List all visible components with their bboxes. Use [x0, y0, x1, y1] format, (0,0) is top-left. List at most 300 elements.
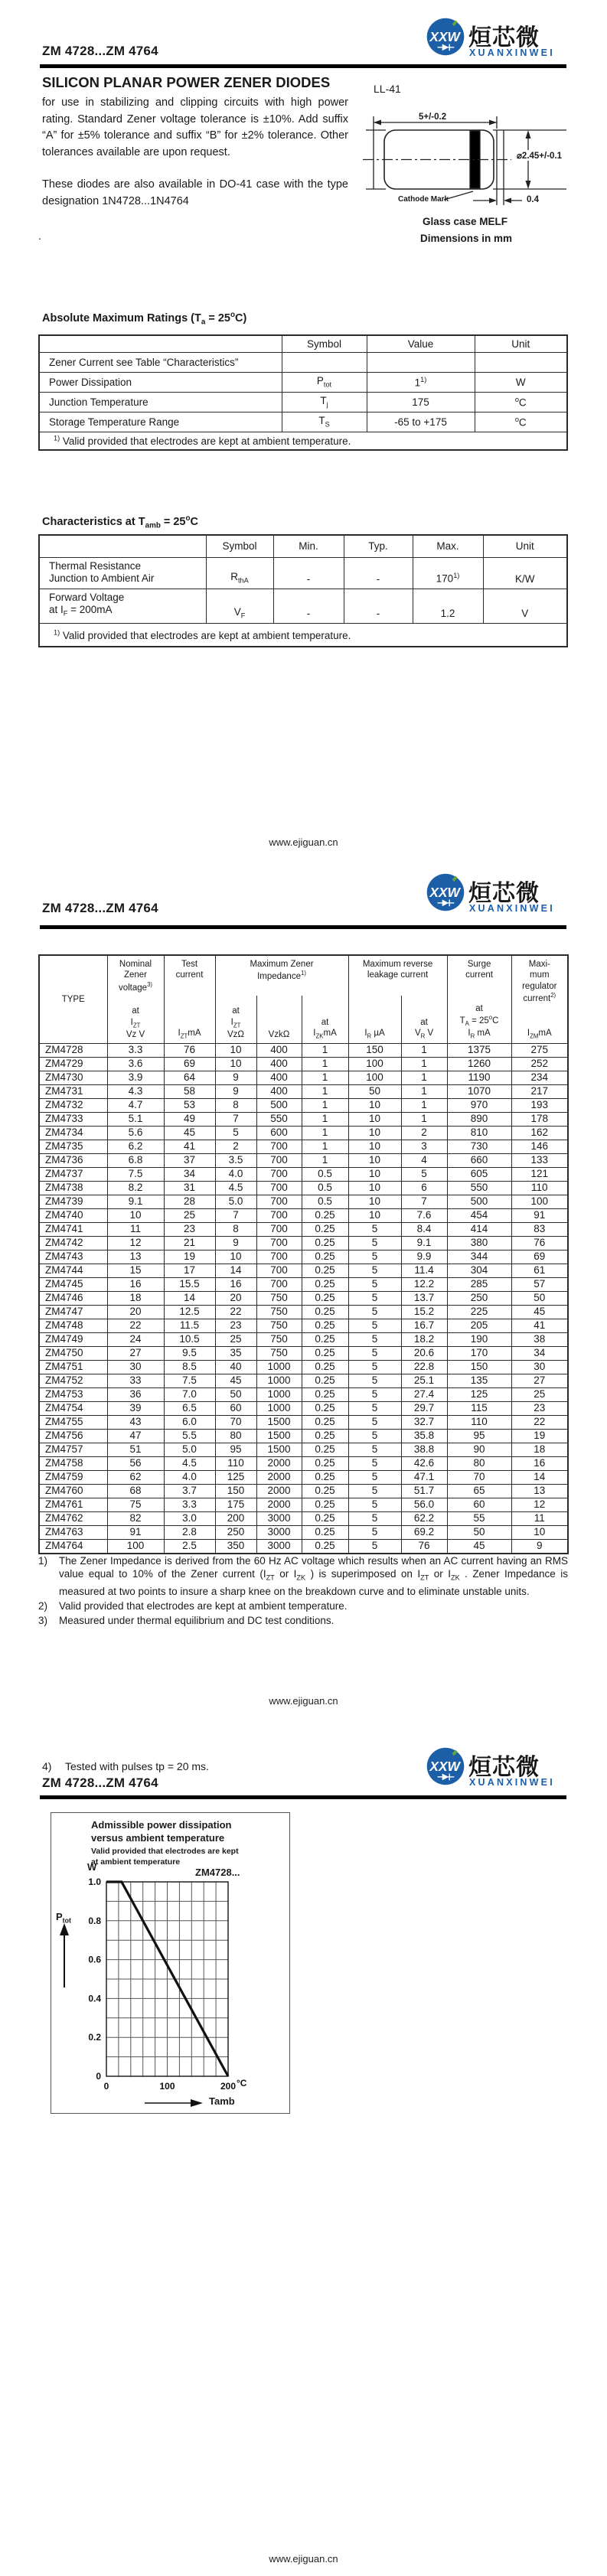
table-cell: 30 — [107, 1361, 164, 1374]
table-cell: ZM4736 — [39, 1154, 107, 1168]
table-cell: 10 — [511, 1526, 568, 1540]
table-cell: 0.5 — [302, 1195, 348, 1209]
table-cell: 178 — [511, 1113, 568, 1127]
table-cell: 1 — [302, 1127, 348, 1140]
table-cell: 6.8 — [107, 1154, 164, 1168]
table-cell: 550 — [256, 1113, 302, 1127]
table-cell: ZM4733 — [39, 1113, 107, 1127]
table-cell: 17 — [164, 1264, 215, 1278]
table-cell: 2000 — [256, 1457, 302, 1471]
table-cell: 7 — [401, 1195, 447, 1209]
table-cell: 28 — [164, 1195, 215, 1209]
table-cell: 4.7 — [107, 1099, 164, 1113]
do41-paragraph: These diodes are also available in DO-41 case with the type designation 1N4728...1N4764 — [42, 178, 348, 207]
table-row — [39, 1154, 568, 1168]
svg-text:0.6: 0.6 — [88, 1954, 101, 1965]
table-cell: 5 — [348, 1264, 401, 1278]
table-cell: 50 — [215, 1388, 256, 1402]
table-cell: 22 — [107, 1319, 164, 1333]
table-cell: 6.5 — [164, 1402, 215, 1416]
table-cell: 193 — [511, 1099, 568, 1113]
table-cell: 0.25 — [302, 1485, 348, 1498]
table-cell: 2000 — [256, 1485, 302, 1498]
footnote-text: Valid provided that electrodes are kept at ambient temperature. — [59, 1599, 348, 1612]
table-cell: $V_F$ — [206, 589, 273, 624]
table-cell: 0.25 — [302, 1251, 348, 1264]
table-cell: 10 — [215, 1251, 256, 1264]
table-cell: 49 — [164, 1113, 215, 1127]
table-cell: 5 — [348, 1278, 401, 1292]
table-cell: 170$^{1)}$ — [413, 557, 483, 589]
column-header-test-current: Test current $I_{ZT}mA$ — [164, 955, 215, 1044]
table-cell: 5 — [348, 1361, 401, 1374]
table-cell: 25.1 — [401, 1374, 447, 1388]
table-cell: 0.5 — [302, 1182, 348, 1195]
table-cell: 7 — [215, 1209, 256, 1223]
table-cell: 16 — [511, 1457, 568, 1471]
table-cell: 5.6 — [107, 1127, 164, 1140]
svg-text:100: 100 — [159, 2081, 175, 2092]
table-cell: 38.8 — [401, 1443, 447, 1457]
table-cell: 1 — [302, 1071, 348, 1085]
column-group-max-zener-impedance: Maximum Zener Impedance$^{1)}$ — [215, 955, 348, 996]
table-cell: 60 — [447, 1498, 511, 1512]
table-cell: 45 — [511, 1306, 568, 1319]
table-cell: 605 — [447, 1168, 511, 1182]
table-cell: ZM4753 — [39, 1388, 107, 1402]
table-cell: 0.25 — [302, 1209, 348, 1223]
table-cell: - — [273, 589, 344, 624]
table-cell: 42.6 — [401, 1457, 447, 1471]
table-cell: 150 — [447, 1361, 511, 1374]
table-cell: 91 — [511, 1209, 568, 1223]
table-cell: $T_S$ — [282, 412, 367, 432]
table-row — [39, 1278, 568, 1292]
table-cell: 600 — [256, 1127, 302, 1140]
table-cell: 12 — [107, 1237, 164, 1251]
table-cell: 1$^{1)}$ — [367, 372, 475, 392]
table-cell: 1190 — [447, 1071, 511, 1085]
table-cell: 1 — [302, 1154, 348, 1168]
table-cell: 3000 — [256, 1526, 302, 1540]
table-cell: ZM4754 — [39, 1402, 107, 1416]
table-cell: 0.25 — [302, 1306, 348, 1319]
column-header-type: TYPE — [39, 955, 107, 1044]
table-cell: 1375 — [447, 1044, 511, 1058]
logo-xxw-icon — [426, 17, 465, 57]
table-cell: 29.7 — [401, 1402, 447, 1416]
table-cell: ZM4750 — [39, 1347, 107, 1361]
table-cell: 80 — [447, 1457, 511, 1471]
table-cell: ZM4751 — [39, 1361, 107, 1374]
table-cell: ZM4756 — [39, 1430, 107, 1443]
table-cell: 56.0 — [401, 1498, 447, 1512]
table-cell: 7 — [215, 1113, 256, 1127]
table-cell: 1500 — [256, 1416, 302, 1430]
table-cell: 19 — [164, 1251, 215, 1264]
table-cell — [475, 352, 567, 372]
table-cell: 1 — [302, 1113, 348, 1127]
table-row — [39, 1457, 568, 1471]
table-row — [39, 1374, 568, 1388]
table-row — [39, 1182, 568, 1195]
table-row — [39, 1044, 568, 1058]
table-cell: 150 — [215, 1485, 256, 1498]
table-cell: 5 — [215, 1127, 256, 1140]
table-cell: 0.25 — [302, 1223, 348, 1237]
table-cell: 22.8 — [401, 1361, 447, 1374]
table-cell: 11.4 — [401, 1264, 447, 1278]
table-cell: 41 — [511, 1319, 568, 1333]
table-cell: 2 — [215, 1140, 256, 1154]
brand-logo — [426, 872, 579, 918]
table-cell: 2000 — [256, 1471, 302, 1485]
table-cell: 1 — [302, 1140, 348, 1154]
table-cell: 20.6 — [401, 1347, 447, 1361]
table-cell: 1 — [401, 1113, 447, 1127]
table-cell: 14 — [215, 1264, 256, 1278]
table-cell: 24 — [107, 1333, 164, 1347]
table-cell: 9.1 — [401, 1237, 447, 1251]
table-cell: 970 — [447, 1099, 511, 1113]
table-cell: ZM4747 — [39, 1306, 107, 1319]
table-cell: 6 — [401, 1182, 447, 1195]
table-cell: 1 — [401, 1085, 447, 1099]
table-cell: 2.5 — [164, 1540, 215, 1554]
table-cell: 43 — [107, 1416, 164, 1430]
table-cell: 0.25 — [302, 1526, 348, 1540]
col-value: Value — [367, 335, 475, 352]
table-cell: 750 — [256, 1347, 302, 1361]
logo-latin-text: XUANXINWEI — [469, 47, 555, 58]
table-cell: 10 — [215, 1044, 256, 1058]
table-cell: 0.25 — [302, 1443, 348, 1457]
table-cell: 125 — [447, 1388, 511, 1402]
table-cell: 700 — [256, 1168, 302, 1182]
table-cell: 45 — [215, 1374, 256, 1388]
subcol-ir-ua: $I_R$ µA — [348, 996, 401, 1043]
table-row — [39, 1223, 568, 1237]
footnote-marker: 2) — [38, 1599, 48, 1612]
table-cell: 41 — [164, 1140, 215, 1154]
table-cell: - — [344, 589, 413, 624]
col-min: Min. — [273, 535, 344, 557]
table-cell: Thermal Resistance Junction to Ambient Air — [39, 557, 206, 589]
col-symbol: Symbol — [282, 335, 367, 352]
table-cell: 47.1 — [401, 1471, 447, 1485]
table-cell: 200 — [215, 1512, 256, 1526]
table-cell: 5 — [348, 1347, 401, 1361]
table-row — [39, 1127, 568, 1140]
table-cell: 1 — [401, 1044, 447, 1058]
table-cell: 70 — [215, 1416, 256, 1430]
table-cell: 15.2 — [401, 1306, 447, 1319]
table-cell: ZM4732 — [39, 1099, 107, 1113]
table-cell: 69.2 — [401, 1526, 447, 1540]
table-cell: 10 — [348, 1195, 401, 1209]
table-cell: 5 — [348, 1498, 401, 1512]
table-row — [39, 1168, 568, 1182]
table-cell: 50 — [511, 1292, 568, 1306]
table-cell: ZM4759 — [39, 1471, 107, 1485]
table-cell: 1500 — [256, 1430, 302, 1443]
footnote-marker: 4) — [42, 1760, 52, 1772]
table-cell: 5 — [348, 1237, 401, 1251]
table-cell: 0.25 — [302, 1237, 348, 1251]
table-cell — [367, 352, 475, 372]
table-cell: 750 — [256, 1292, 302, 1306]
table-cell: ZM4738 — [39, 1182, 107, 1195]
table-footnote-row — [39, 432, 567, 450]
table-cell: 50 — [348, 1085, 401, 1099]
package-name: LL-41 — [374, 83, 401, 95]
table-cell: 11 — [107, 1223, 164, 1237]
table-row — [39, 1540, 568, 1554]
table-cell: 80 — [215, 1430, 256, 1443]
table-cell: ZM4764 — [39, 1540, 107, 1554]
table-cell: 18.2 — [401, 1333, 447, 1347]
table-cell: 9.5 — [164, 1347, 215, 1361]
table-cell: - — [273, 557, 344, 589]
col-parameter — [39, 335, 282, 352]
table-cell: 15.5 — [164, 1278, 215, 1292]
table-cell: ZM4745 — [39, 1278, 107, 1292]
table-cell: 16.7 — [401, 1319, 447, 1333]
table-cell: 12.5 — [164, 1306, 215, 1319]
table-cell: 750 — [256, 1333, 302, 1347]
table-cell: 23 — [511, 1402, 568, 1416]
table-cell: 39 — [107, 1402, 164, 1416]
table-cell: 0.25 — [302, 1388, 348, 1402]
svg-text:0.4: 0.4 — [88, 1993, 101, 2004]
table-cell: $R_{thA}$ — [206, 557, 273, 589]
table-cell: 23 — [164, 1223, 215, 1237]
characteristics-heading: Characteristics at $T_{amb} = 25^oC$ — [42, 514, 198, 530]
svg-text:200: 200 — [220, 2081, 237, 2092]
table-cell: 15 — [107, 1264, 164, 1278]
table-cell: 3.0 — [164, 1512, 215, 1526]
table-cell: 34 — [164, 1168, 215, 1182]
table-cell: 3.6 — [107, 1058, 164, 1071]
table-cell: 0.25 — [302, 1457, 348, 1471]
table-cell: 68 — [107, 1485, 164, 1498]
table-cell: 13.7 — [401, 1292, 447, 1306]
table-cell: 34 — [511, 1347, 568, 1361]
table-cell: 2000 — [256, 1498, 302, 1512]
table-cell: 700 — [256, 1182, 302, 1195]
table-cell: 0.25 — [302, 1540, 348, 1554]
chart-note-line2: at ambient temperature — [91, 1857, 181, 1867]
table-cell: 4.3 — [107, 1085, 164, 1099]
table-cell: 344 — [447, 1251, 511, 1264]
table-cell: 13 — [511, 1485, 568, 1498]
subcol-izk-ma: at $I_{ZK}mA$ — [302, 996, 348, 1043]
table-row — [39, 1058, 568, 1071]
doc-title: ZM 4728...ZM 4764 — [42, 901, 158, 915]
table-cell: 3.5 — [215, 1154, 256, 1168]
table-cell: 234 — [511, 1071, 568, 1085]
table-cell: 115 — [447, 1402, 511, 1416]
footnote-text: Tested with pulses tp = 20 ms. — [65, 1760, 209, 1772]
footnote-text: $^{1)}$ Valid provided that electrodes are kept at ambient temperature. — [54, 628, 351, 641]
table-cell: 700 — [256, 1278, 302, 1292]
table-cell: 700 — [256, 1251, 302, 1264]
footer-url: www.ejiguan.cn — [269, 2553, 338, 2565]
table-cell: 700 — [256, 1195, 302, 1209]
table-footnotes — [38, 1554, 568, 1629]
svg-text:1.0: 1.0 — [88, 1877, 101, 1887]
table-cell: 5 — [348, 1223, 401, 1237]
table-cell: ZM4741 — [39, 1223, 107, 1237]
table-cell: ZM4758 — [39, 1457, 107, 1471]
table-row — [39, 1085, 568, 1099]
table-cell: 5 — [348, 1430, 401, 1443]
table-cell: 285 — [447, 1278, 511, 1292]
table-cell: 190 — [447, 1333, 511, 1347]
table-cell: -65 to +175 — [367, 412, 475, 432]
characteristics-table — [38, 534, 568, 647]
table-cell: 1 — [401, 1099, 447, 1113]
footnote-text: Measured under thermal equilibrium and DC test conditions. — [59, 1614, 335, 1626]
table-cell: 700 — [256, 1223, 302, 1237]
table-cell: 9 — [215, 1071, 256, 1085]
table-row — [39, 589, 567, 624]
table-row — [39, 1485, 568, 1498]
logo-xxw-icon — [426, 1746, 465, 1786]
col-symbol: Symbol — [206, 535, 273, 557]
svg-text:°C: °C — [237, 2078, 247, 2089]
table-cell: 33 — [107, 1374, 164, 1388]
table-cell: 252 — [511, 1058, 568, 1071]
table-cell: 70 — [447, 1471, 511, 1485]
table-cell: ZM4739 — [39, 1195, 107, 1209]
table-cell: 3 — [401, 1140, 447, 1154]
table-cell: 5 — [348, 1388, 401, 1402]
table-cell: 12.2 — [401, 1278, 447, 1292]
table-cell: 750 — [256, 1306, 302, 1319]
table-cell: 4 — [401, 1154, 447, 1168]
table-cell: 1000 — [256, 1361, 302, 1374]
svg-text:XXW: XXW — [429, 29, 460, 45]
table-cell: 3.7 — [164, 1485, 215, 1498]
logo-latin-text: XUANXINWEI — [469, 1777, 555, 1788]
table-cell: ZM4755 — [39, 1416, 107, 1430]
table-cell: 5 — [348, 1485, 401, 1498]
footer-url: www.ejiguan.cn — [269, 836, 338, 848]
col-unit: Unit — [475, 335, 567, 352]
table-row — [39, 352, 567, 372]
table-cell: 10 — [107, 1209, 164, 1223]
table-cell: 16 — [107, 1278, 164, 1292]
table-cell: 730 — [447, 1140, 511, 1154]
table-row — [39, 1264, 568, 1278]
divider — [40, 1795, 566, 1799]
table-cell: 91 — [107, 1526, 164, 1540]
package-caption-dims: Dimensions in mm — [420, 233, 513, 244]
table-cell: 95 — [447, 1430, 511, 1443]
table-cell: 5.5 — [164, 1430, 215, 1443]
table-cell: 1 — [302, 1044, 348, 1058]
table-cell: ZM4728 — [39, 1044, 107, 1058]
table-cell: 7.5 — [164, 1374, 215, 1388]
table-cell: 3000 — [256, 1540, 302, 1554]
table-cell: ZM4763 — [39, 1526, 107, 1540]
derating-chart — [51, 1812, 290, 2114]
svg-text:0: 0 — [96, 2071, 101, 2082]
table-row — [39, 1416, 568, 1430]
table-cell: 5 — [348, 1540, 401, 1554]
table-cell: 3.3 — [164, 1498, 215, 1512]
table-cell: 125 — [215, 1471, 256, 1485]
table-cell: 5 — [401, 1168, 447, 1182]
column-header-surge-current: Surge current at $T_A = 25^oC$ $I_R$ mA — [447, 955, 511, 1044]
table-cell: 5 — [348, 1443, 401, 1457]
table-cell: 110 — [447, 1416, 511, 1430]
table-cell: 53 — [164, 1099, 215, 1113]
table-cell: 58 — [164, 1085, 215, 1099]
table-cell: 10 — [348, 1154, 401, 1168]
svg-text:0: 0 — [103, 2081, 109, 2092]
table-row — [39, 1388, 568, 1402]
table-cell: 14 — [164, 1292, 215, 1306]
table-cell: 20 — [215, 1292, 256, 1306]
table-cell: ZM4752 — [39, 1374, 107, 1388]
series-label: ZM4728... — [195, 1867, 240, 1878]
table-cell: 9.1 — [107, 1195, 164, 1209]
table-cell: ZM4762 — [39, 1512, 107, 1526]
svg-text:XXW: XXW — [429, 1759, 460, 1775]
table-row — [39, 1498, 568, 1512]
table-cell: 250 — [215, 1526, 256, 1540]
table-cell: 83 — [511, 1223, 568, 1237]
table-cell: 82 — [107, 1512, 164, 1526]
table-cell: ZM4760 — [39, 1485, 107, 1498]
table-row — [39, 1099, 568, 1113]
page-title: SILICON PLANAR POWER ZENER DIODES — [42, 74, 331, 90]
brand-logo — [426, 1746, 579, 1792]
table-cell: 9 — [215, 1085, 256, 1099]
table-cell: 10 — [348, 1140, 401, 1154]
dim-length-label: 5+/-0.2 — [416, 112, 449, 122]
table-cell: 5.1 — [107, 1113, 164, 1127]
table-cell: 110 — [215, 1457, 256, 1471]
intro-paragraph: for use in stabilizing and clipping circuits with high power rating. Standard Zener voltage tolerance is ±10%. Add suffix “A” for ±5% tolerance and suffix “B” for ±2% tolerance. Other tolerances available are upon request. — [42, 96, 348, 158]
table-cell: 12 — [511, 1498, 568, 1512]
package-caption-case: Glass case MELF — [423, 216, 508, 227]
table-cell: 22 — [511, 1416, 568, 1430]
logo-latin-text: XUANXINWEI — [469, 903, 555, 914]
table-cell: 1.2 — [413, 589, 483, 624]
table-cell: 9 — [215, 1237, 256, 1251]
table-cell: 700 — [256, 1209, 302, 1223]
table-cell: 5 — [348, 1512, 401, 1526]
table-cell: 5 — [348, 1457, 401, 1471]
table-row — [39, 1430, 568, 1443]
footnote-text: $^{1)}$ Valid provided that electrodes are kept at ambient temperature. — [54, 434, 351, 447]
table-cell: 8 — [215, 1099, 256, 1113]
table-cell: 90 — [447, 1443, 511, 1457]
table-cell: 1000 — [256, 1374, 302, 1388]
table-cell: 10 — [215, 1058, 256, 1071]
logo-chinese-text: 烜芯微 — [468, 1754, 540, 1781]
table-cell: 3.9 — [107, 1071, 164, 1085]
table-cell: 47 — [107, 1430, 164, 1443]
table-cell: 32.7 — [401, 1416, 447, 1430]
table-cell: 400 — [256, 1071, 302, 1085]
table-cell: 23 — [215, 1319, 256, 1333]
table-cell: 3000 — [256, 1512, 302, 1526]
table-cell: 11.5 — [164, 1319, 215, 1333]
